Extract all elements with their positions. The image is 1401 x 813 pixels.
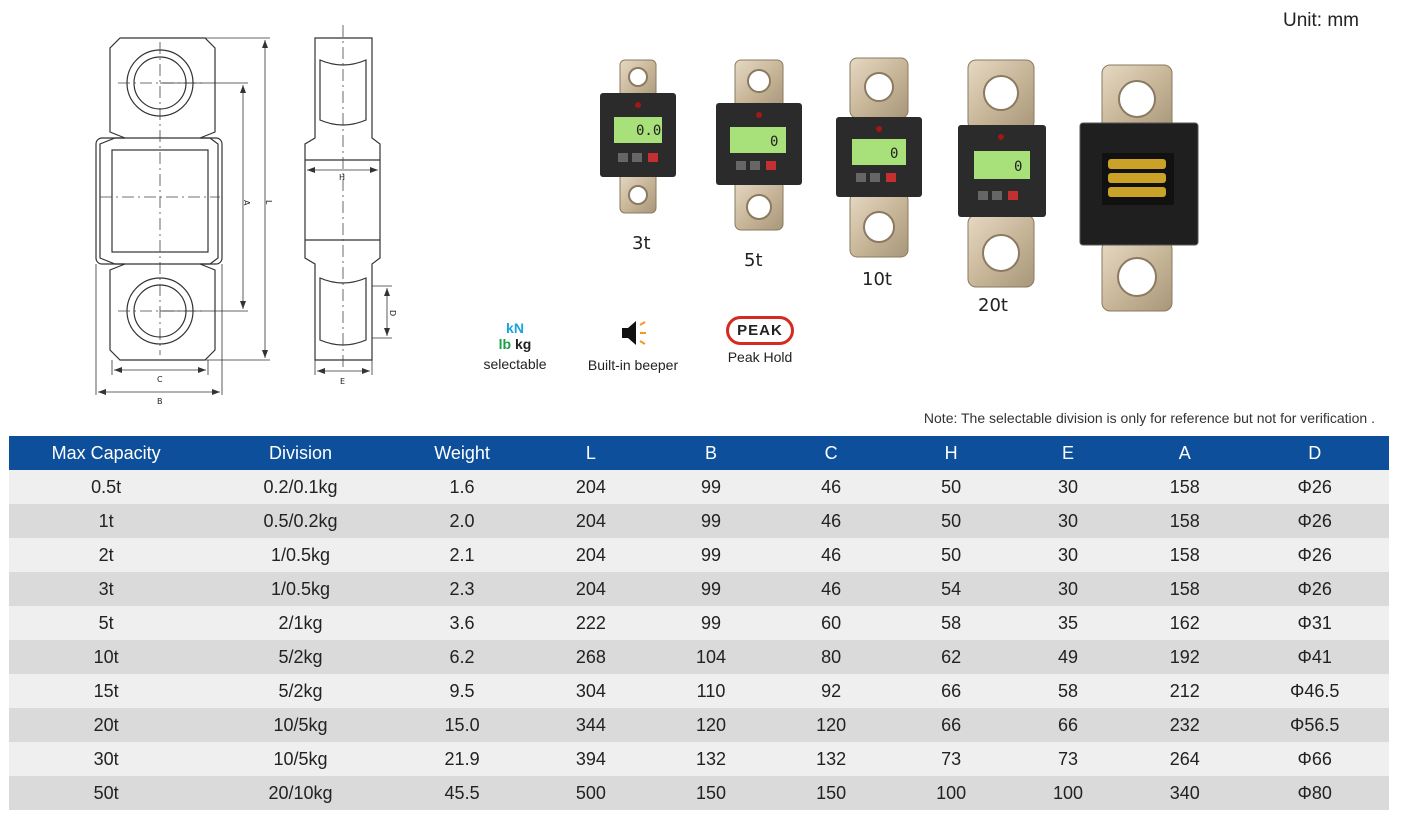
table-cell: 99: [655, 470, 766, 504]
device-label-5t: 5t: [744, 250, 763, 271]
table-cell: 222: [526, 606, 655, 640]
table-cell: 3t: [9, 572, 203, 606]
display-10t: 0: [890, 146, 899, 162]
table-cell: 66: [1007, 708, 1129, 742]
table-cell: 35: [1007, 606, 1129, 640]
table-row: [9, 674, 1389, 708]
table-cell: Φ66: [1240, 742, 1389, 776]
note-text: Note: The selectable division is only for reference but not for verification .: [923, 410, 1375, 426]
table-cell: 5/2kg: [203, 640, 397, 674]
table-cell: 66: [896, 674, 1007, 708]
table-cell: 204: [526, 572, 655, 606]
table-cell: 120: [655, 708, 766, 742]
table-row: [9, 776, 1389, 810]
table-cell: 1t: [9, 504, 203, 538]
table-cell: 192: [1129, 640, 1240, 674]
feature-units: [470, 320, 560, 372]
display-20t: 0: [1014, 159, 1023, 175]
table-cell: Φ41: [1240, 640, 1389, 674]
table-cell: 30: [1007, 504, 1129, 538]
column-header: E: [1007, 436, 1129, 470]
device-gallery: [580, 55, 1220, 325]
table-cell: 1/0.5kg: [203, 538, 397, 572]
peak-caption: Peak Hold: [727, 349, 793, 365]
table-cell: 73: [1007, 742, 1129, 776]
table-cell: 92: [767, 674, 896, 708]
column-header: A: [1129, 436, 1240, 470]
table-cell: 204: [526, 504, 655, 538]
table-cell: 46: [767, 504, 896, 538]
table-cell: 212: [1129, 674, 1240, 708]
table-cell: 2t: [9, 538, 203, 572]
table-cell: 15t: [9, 674, 203, 708]
table-cell: 158: [1129, 572, 1240, 606]
feature-beeper: [578, 316, 688, 373]
column-header: Max Capacity: [9, 436, 203, 470]
feature-icons: [470, 310, 830, 390]
table-cell: 54: [896, 572, 1007, 606]
table-row: [9, 742, 1389, 776]
table-row: [9, 538, 1389, 572]
table-cell: 50: [896, 538, 1007, 572]
table-cell: 30: [1007, 470, 1129, 504]
table-cell: 10t: [9, 640, 203, 674]
dim-label-a: A: [242, 200, 251, 206]
table-cell: 21.9: [398, 742, 527, 776]
table-cell: 30t: [9, 742, 203, 776]
table-cell: 9.5: [398, 674, 527, 708]
table-cell: 150: [655, 776, 766, 810]
table-cell: 58: [896, 606, 1007, 640]
column-header: D: [1240, 436, 1389, 470]
table-cell: 46: [767, 470, 896, 504]
table-cell: 10/5kg: [203, 708, 397, 742]
table-cell: Φ26: [1240, 470, 1389, 504]
display-5t: 0: [770, 134, 779, 150]
table-cell: 46: [767, 538, 896, 572]
table-cell: 60: [767, 606, 896, 640]
table-cell: 2.1: [398, 538, 527, 572]
table-cell: 264: [1129, 742, 1240, 776]
table-cell: 30: [1007, 538, 1129, 572]
table-cell: Φ26: [1240, 504, 1389, 538]
dim-label-h: H: [339, 173, 346, 182]
table-cell: 46: [767, 572, 896, 606]
table-cell: 120: [767, 708, 896, 742]
dim-label-d: D: [388, 310, 397, 317]
table-cell: 104: [655, 640, 766, 674]
spec-table: [9, 436, 1389, 810]
table-cell: 158: [1129, 504, 1240, 538]
table-cell: 1.6: [398, 470, 527, 504]
table-cell: 99: [655, 606, 766, 640]
column-header: Division: [203, 436, 397, 470]
table-cell: Φ31: [1240, 606, 1389, 640]
unit-kn-label: kN: [506, 320, 524, 336]
table-cell: 2.3: [398, 572, 527, 606]
table-cell: 158: [1129, 470, 1240, 504]
table-cell: 0.5t: [9, 470, 203, 504]
beeper-caption: Built-in beeper: [587, 357, 679, 373]
column-header: B: [655, 436, 766, 470]
speaker-icon: [616, 316, 650, 350]
unit-kg-label: kg: [515, 336, 532, 352]
table-cell: 99: [655, 572, 766, 606]
table-cell: 100: [896, 776, 1007, 810]
dim-label-l: L: [264, 200, 273, 205]
table-row: [9, 708, 1389, 742]
table-cell: 132: [655, 742, 766, 776]
column-header: H: [896, 436, 1007, 470]
table-cell: 66: [896, 708, 1007, 742]
table-row: [9, 470, 1389, 504]
table-cell: 99: [655, 504, 766, 538]
table-cell: 110: [655, 674, 766, 708]
table-cell: 10/5kg: [203, 742, 397, 776]
dim-label-b: B: [157, 397, 163, 406]
table-cell: 394: [526, 742, 655, 776]
table-cell: 15.0: [398, 708, 527, 742]
dim-label-e: E: [340, 377, 346, 386]
table-cell: 344: [526, 708, 655, 742]
table-cell: 2/1kg: [203, 606, 397, 640]
device-photos: [580, 55, 1220, 325]
table-cell: 150: [767, 776, 896, 810]
table-cell: Φ26: [1240, 538, 1389, 572]
table-row: [9, 606, 1389, 640]
table-header-row: [9, 436, 1389, 470]
table-cell: 50: [896, 504, 1007, 538]
unit-lb-label: lb: [498, 336, 512, 352]
table-cell: Φ56.5: [1240, 708, 1389, 742]
feature-peak-hold: [710, 316, 810, 365]
table-cell: 5/2kg: [203, 674, 397, 708]
table-body: [9, 470, 1389, 810]
table-cell: 204: [526, 470, 655, 504]
table-cell: 162: [1129, 606, 1240, 640]
table-cell: 20/10kg: [203, 776, 397, 810]
device-3t: [600, 60, 676, 213]
table-cell: Φ80: [1240, 776, 1389, 810]
column-header: Weight: [398, 436, 527, 470]
table-cell: Φ26: [1240, 572, 1389, 606]
table-cell: 204: [526, 538, 655, 572]
table-cell: 45.5: [398, 776, 527, 810]
table-cell: 30: [1007, 572, 1129, 606]
table-cell: 268: [526, 640, 655, 674]
table-cell: 100: [1007, 776, 1129, 810]
table-cell: 62: [896, 640, 1007, 674]
table-cell: Φ46.5: [1240, 674, 1389, 708]
device-battery-back: [1080, 65, 1198, 311]
device-label-10t: 10t: [862, 269, 892, 290]
display-3t: 0.0: [636, 123, 662, 139]
table-cell: 1/0.5kg: [203, 572, 397, 606]
device-5t: [716, 60, 802, 230]
table-cell: 20t: [9, 708, 203, 742]
table-cell: 50: [896, 470, 1007, 504]
table-cell: 5t: [9, 606, 203, 640]
table-cell: 80: [767, 640, 896, 674]
table-cell: 0.5/0.2kg: [203, 504, 397, 538]
unit-label: Unit: mm: [1283, 10, 1359, 31]
units-caption: selectable: [483, 356, 547, 372]
peak-badge: PEAK: [726, 316, 794, 345]
table-cell: 0.2/0.1kg: [203, 470, 397, 504]
device-label-3t: 3t: [632, 233, 651, 254]
device-20t: [958, 60, 1046, 287]
table-cell: 132: [767, 742, 896, 776]
table-cell: 3.6: [398, 606, 527, 640]
table-cell: 49: [1007, 640, 1129, 674]
dim-label-c: C: [157, 375, 163, 384]
table-cell: 340: [1129, 776, 1240, 810]
table-cell: 232: [1129, 708, 1240, 742]
table-cell: 58: [1007, 674, 1129, 708]
table-row: [9, 504, 1389, 538]
table-cell: 500: [526, 776, 655, 810]
device-10t: [836, 58, 922, 257]
table-cell: 6.2: [398, 640, 527, 674]
table-cell: 158: [1129, 538, 1240, 572]
table-cell: 304: [526, 674, 655, 708]
table-cell: 73: [896, 742, 1007, 776]
table-row: [9, 640, 1389, 674]
table-cell: 50t: [9, 776, 203, 810]
table-row: [9, 572, 1389, 606]
device-label-20t: 20t: [978, 295, 1008, 316]
table-cell: 99: [655, 538, 766, 572]
table-cell: 2.0: [398, 504, 527, 538]
column-header: C: [767, 436, 896, 470]
column-header: L: [526, 436, 655, 470]
dimension-drawing: [0, 20, 420, 410]
